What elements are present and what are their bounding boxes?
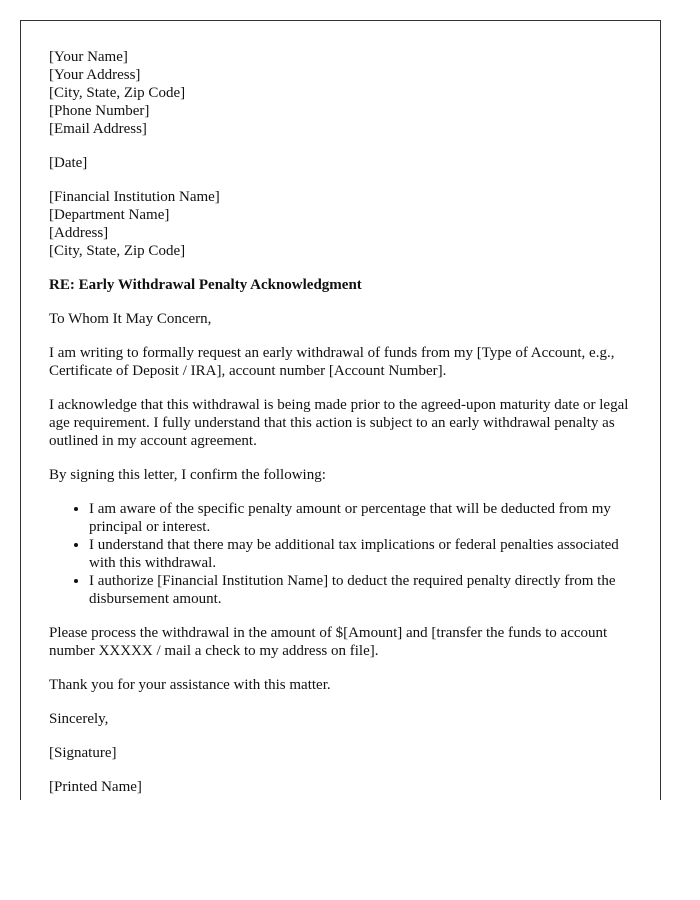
sender-block [49, 48, 632, 138]
recipient-institution: [Financial Institution Name] [49, 189, 220, 205]
closing: Sincerely, [49, 711, 109, 727]
sender-name: [Your Name] [49, 49, 128, 65]
sender-phone: [Phone Number] [49, 103, 150, 119]
salutation: To Whom It May Concern, [49, 311, 212, 327]
sender-city: [City, State, Zip Code] [49, 85, 186, 101]
letter-page [20, 20, 661, 800]
signature: [Signature] [49, 745, 117, 761]
recipient-department: [Department Name] [49, 207, 170, 223]
body-paragraph: I acknowledge that this withdrawal is being made prior to the agreed-upon maturity date or legal age requirement. I fully understand that this action is subject to an early withdrawal penalty as outlined in my account agreement. [49, 397, 629, 449]
list-item: • I authorize [Financial Institution Name] to deduct the required penalty directly from the disbursement amount. [89, 572, 632, 608]
sender-address: [Your Address] [49, 67, 141, 83]
body-paragraph: I am writing to formally request an early withdrawal of funds from my [Type of Account, e.g., Certificate of Deposit / IRA], account number [Account Number]. [49, 345, 615, 379]
body-paragraph: Please process the withdrawal in the amount of $[Amount] and [transfer the funds to account number XXXXX / mail a check to my address on file]. [49, 625, 608, 659]
confirmation-list [49, 500, 632, 608]
date: [Date] [49, 155, 88, 171]
body-paragraph: Thank you for your assistance with this matter. [49, 677, 331, 693]
list-item: • I understand that there may be additional tax implications or federal penalties associated with this withdrawal. [89, 536, 632, 572]
recipient-address: [Address] [49, 225, 109, 241]
body-paragraph: By signing this letter, I confirm the following: [49, 467, 326, 483]
recipient-city: [City, State, Zip Code] [49, 243, 186, 259]
printed-name: [Printed Name] [49, 779, 142, 795]
list-item: • I am aware of the specific penalty amount or percentage that will be deducted from my principal or interest. [89, 500, 632, 536]
recipient-block [49, 188, 632, 260]
subject-line: RE: Early Withdrawal Penalty Acknowledgment [49, 277, 362, 293]
sender-email: [Email Address] [49, 121, 147, 137]
